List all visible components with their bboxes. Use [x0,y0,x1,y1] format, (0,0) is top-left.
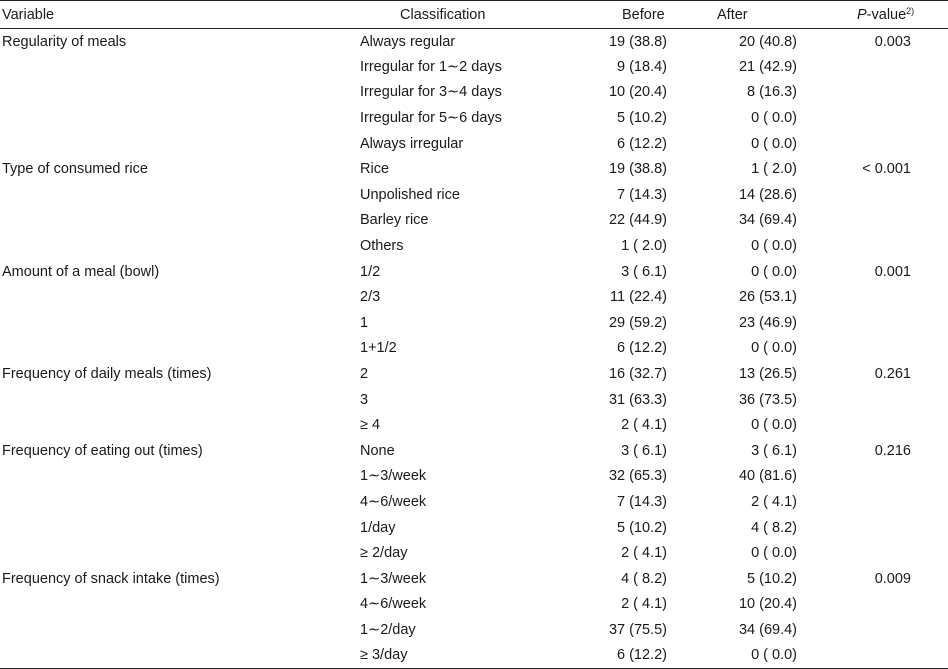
table-row [0,438,948,464]
cell-variable [0,80,360,106]
table-row [0,515,948,541]
cell-before: 4 ( 8.2) [621,570,667,587]
table-row [0,29,948,55]
cell-after: 34 (69.4) [738,212,797,229]
cell-classification: 1/day [360,519,396,536]
cell-variable [0,182,360,208]
cell-pvalue [822,592,948,618]
cell-variable [0,387,360,413]
header-variable: Variable [0,1,360,29]
table-row [0,310,948,336]
cell-classification: 1+1/2 [360,340,397,357]
table-row [0,336,948,362]
cell-after: 0 ( 0.0) [751,545,797,562]
table-row [0,361,948,387]
cell-variable [0,412,360,438]
cell-classification: 1∼2/day [360,621,416,638]
cell-variable [0,464,360,490]
cell-after: 0 ( 0.0) [751,263,797,280]
table-row [0,540,948,566]
cell-pvalue [822,412,948,438]
cell-before: 22 (44.9) [608,212,667,229]
cell-after: 13 (26.5) [738,366,797,383]
cell-pvalue [822,208,948,234]
cell-classification: Irregular for 5∼6 days [360,110,502,127]
cell-classification: 1 [360,314,369,331]
cell-pvalue [822,387,948,413]
table-header [0,1,948,29]
cell-pvalue [822,515,948,541]
cell-classification: 4∼6/week [360,596,427,613]
cell-before: 7 (14.3) [617,493,667,510]
cell-classification: ≥ 2/day [360,545,408,562]
cell-after: 0 ( 0.0) [751,110,797,127]
cell-after: 5 (10.2) [747,570,797,587]
cell-classification: ≥ 4 [360,417,381,434]
header-row [0,1,948,29]
table-row [0,131,948,157]
cell-classification: 3 [360,391,369,408]
cell-before: 2 ( 4.1) [621,417,667,434]
cell-before: 11 (22.4) [610,289,667,306]
header-before: Before [582,1,682,29]
cell-before: 16 (32.7) [608,366,667,383]
cell-after: 0 ( 0.0) [751,340,797,357]
cell-pvalue: 0.216 [874,442,911,459]
cell-before: 5 (10.2) [617,519,667,536]
cell-variable [0,489,360,515]
cell-classification: 1/2 [360,263,381,280]
header-classification: Classification [360,1,582,29]
header-pvalue-footnote: 2) [906,6,915,16]
cell-classification: Others [360,238,404,255]
cell-classification: ≥ 3/day [360,643,582,669]
cell-variable [0,592,360,618]
cell-pvalue [822,54,948,80]
table-row [0,80,948,106]
cell-after: 34 (69.4) [738,621,797,638]
cell-after: 26 (53.1) [738,289,797,306]
cell-classification: Always regular [360,33,456,50]
cell-before: 3 ( 6.1) [621,442,667,459]
cell-after: 21 (42.9) [738,58,797,75]
cell-pvalue [822,131,948,157]
cell-pvalue [822,182,948,208]
cell-before: 31 (63.3) [608,391,667,408]
cell-variable [0,643,360,669]
cell-pvalue [822,643,948,669]
cell-before: 6 (12.2) [617,340,667,357]
cell-after: 23 (46.9) [738,314,797,331]
cell-classification: Barley rice [360,212,429,229]
table-row [0,464,948,490]
cell-after: 14 (28.6) [738,186,797,203]
table-row [0,182,948,208]
cell-before: 2 ( 4.1) [621,545,667,562]
cell-variable: Type of consumed rice [2,161,148,178]
cell-variable: Frequency of eating out (times) [2,442,203,459]
cell-before: 19 (38.8) [608,33,667,50]
cell-variable [0,131,360,157]
cell-before: 10 (20.4) [608,84,667,101]
cell-before: 29 (59.2) [608,314,667,331]
header-after: After [682,1,822,29]
table-row [0,387,948,413]
cell-classification: 1∼3/week [360,570,427,587]
cell-before: 37 (75.5) [608,621,667,638]
cell-pvalue [822,336,948,362]
cell-variable: Regularity of meals [2,33,127,50]
table-body [0,29,948,669]
cell-pvalue [822,105,948,131]
cell-pvalue [822,310,948,336]
cell-after: 20 (40.8) [738,33,797,50]
cell-after: 10 (20.4) [738,596,797,613]
cell-classification: 4∼6/week [360,493,427,510]
cell-pvalue [822,80,948,106]
cell-variable [0,515,360,541]
cell-before: 1 ( 2.0) [621,238,667,255]
cell-before: 5 (10.2) [617,110,667,127]
cell-classification: 2/3 [360,289,381,306]
cell-classification: Rice [360,161,390,178]
cell-variable [0,233,360,259]
cell-after: 3 ( 6.1) [751,442,797,459]
cell-classification: Irregular for 1∼2 days [360,58,502,75]
cell-after: 0 ( 0.0) [682,643,822,669]
cell-pvalue [822,464,948,490]
cell-classification: 2 [360,366,369,383]
cell-variable [0,540,360,566]
cell-classification: None [360,442,395,459]
header-pvalue-text: -value [866,7,907,23]
table-row [0,284,948,310]
header-pvalue [822,1,948,29]
table-row [0,643,948,669]
cell-before: 6 (12.2) [617,135,667,152]
cell-before: 9 (18.4) [617,58,667,75]
table-row [0,412,948,438]
cell-pvalue [822,489,948,515]
cell-pvalue: 0.261 [874,366,911,383]
cell-variable [0,284,360,310]
cell-before: 32 (65.3) [608,468,667,485]
table-row [0,617,948,643]
table-row [0,105,948,131]
cell-variable: Frequency of snack intake (times) [2,570,220,587]
table-row [0,592,948,618]
cell-variable [0,617,360,643]
cell-before: 7 (14.3) [617,186,667,203]
cell-pvalue: < 0.001 [862,161,911,178]
table-row [0,259,948,285]
cell-variable [0,336,360,362]
cell-pvalue: 0.001 [874,263,911,280]
table-row [0,489,948,515]
cell-after: 8 (16.3) [747,84,797,101]
table-row [0,54,948,80]
cell-classification: Irregular for 3∼4 days [360,84,502,101]
cell-variable [0,54,360,80]
table-row [0,156,948,182]
cell-pvalue [822,540,948,566]
cell-before: 2 ( 4.1) [621,596,667,613]
cell-classification: 1∼3/week [360,468,427,485]
header-pvalue-italic: P [857,7,867,23]
cell-after: 0 ( 0.0) [751,135,797,152]
cell-after: 40 (81.6) [738,468,797,485]
cell-variable [0,105,360,131]
cell-classification: Unpolished rice [360,186,460,203]
cell-variable: Frequency of daily meals (times) [2,366,212,383]
cell-pvalue [822,284,948,310]
cell-variable [0,310,360,336]
table-row [0,566,948,592]
cell-after: 0 ( 0.0) [751,238,797,255]
cell-after: 2 ( 4.1) [751,493,797,510]
cell-pvalue: 0.003 [874,33,911,50]
cell-before: 6 (12.2) [582,643,682,669]
table-row [0,233,948,259]
cell-before: 19 (38.8) [608,161,667,178]
cell-after: 0 ( 0.0) [751,417,797,434]
cell-classification: Always irregular [360,135,464,152]
cell-before: 3 ( 6.1) [621,263,667,280]
cell-after: 1 ( 2.0) [751,161,797,178]
cell-pvalue [822,233,948,259]
table-row [0,208,948,234]
cell-variable [0,208,360,234]
cell-after: 4 ( 8.2) [751,519,797,536]
cell-pvalue [822,617,948,643]
cell-after: 36 (73.5) [738,391,797,408]
cell-pvalue: 0.009 [874,570,911,587]
cell-variable: Amount of a meal (bowl) [2,263,160,280]
